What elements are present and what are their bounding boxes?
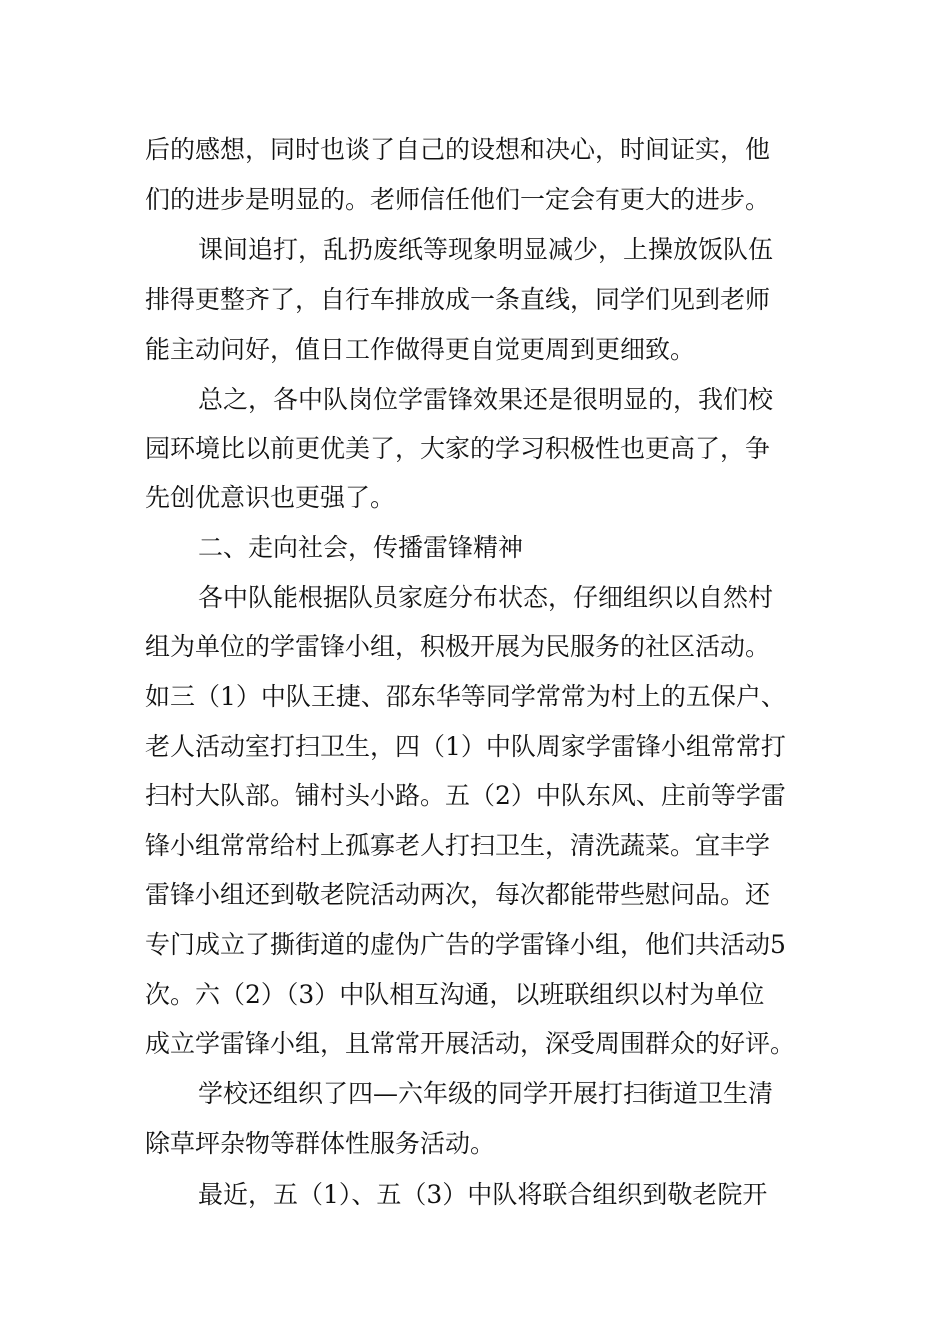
text-line: 除草坪杂物等群体性服务活动。 (145, 1129, 496, 1158)
text-line: 能主动问好，值日工作做得更自觉更周到更细致。 (145, 335, 696, 364)
text-line: 专门成立了撕街道的虚伪广告的学雷锋小组，他们共活动5 (145, 930, 786, 959)
paragraph-start-line: 总之，各中队岗位学雷锋效果还是很明显的，我们校 (198, 385, 774, 414)
paragraph-start-line: 各中队能根据队员家庭分布状态，仔细组织以自然村 (198, 583, 774, 612)
text-line: 们的进步是明显的。老师信任他们一定会有更大的进步。 (145, 185, 771, 214)
text-line: 扫村大队部。铺村头小路。五（2）中队东风、庄前等学雷 (145, 781, 786, 810)
text-line: 成立学雷锋小组，且常常开展活动，深受周围群众的好评。 (145, 1029, 796, 1058)
text-line: 如三（1）中队王捷、邵东华等同学常常为村上的五保户、 (145, 682, 786, 711)
text-line: 雷锋小组还到敬老院活动两次，每次都能带些慰问品。还 (145, 880, 771, 909)
text-line: 后的感想，同时也谈了自己的设想和决心，时间证实，他 (145, 135, 771, 164)
paragraph-start-line: 最近，五（1）、五（3）中队将联合组织到敬老院开 (198, 1180, 768, 1209)
text-line: 园环境比以前更优美了，大家的学习积极性也更高了，争 (145, 434, 771, 463)
paragraph-start-line: 学校还组织了四—六年级的同学开展打扫街道卫生清 (198, 1079, 774, 1108)
text-line: 先创优意识也更强了。 (145, 483, 396, 512)
text-line: 排得更整齐了，自行车排放成一条直线，同学们见到老师 (145, 285, 771, 314)
text-line: 次。六（2）（3）中队相互沟通，以班联组织以村为单位 (145, 980, 765, 1009)
section-heading: 二、走向社会，传播雷锋精神 (198, 533, 524, 562)
text-line: 组为单位的学雷锋小组，积极开展为民服务的社区活动。 (145, 632, 771, 661)
text-line: 锋小组常常给村上孤寡老人打扫卫生，清洗蔬菜。宜丰学 (145, 831, 771, 860)
paragraph-start-line: 课间追打，乱扔废纸等现象明显减少，上操放饭队伍 (198, 235, 774, 264)
text-line: 老人活动室打扫卫生，四（1）中队周家学雷锋小组常常打 (145, 732, 786, 761)
